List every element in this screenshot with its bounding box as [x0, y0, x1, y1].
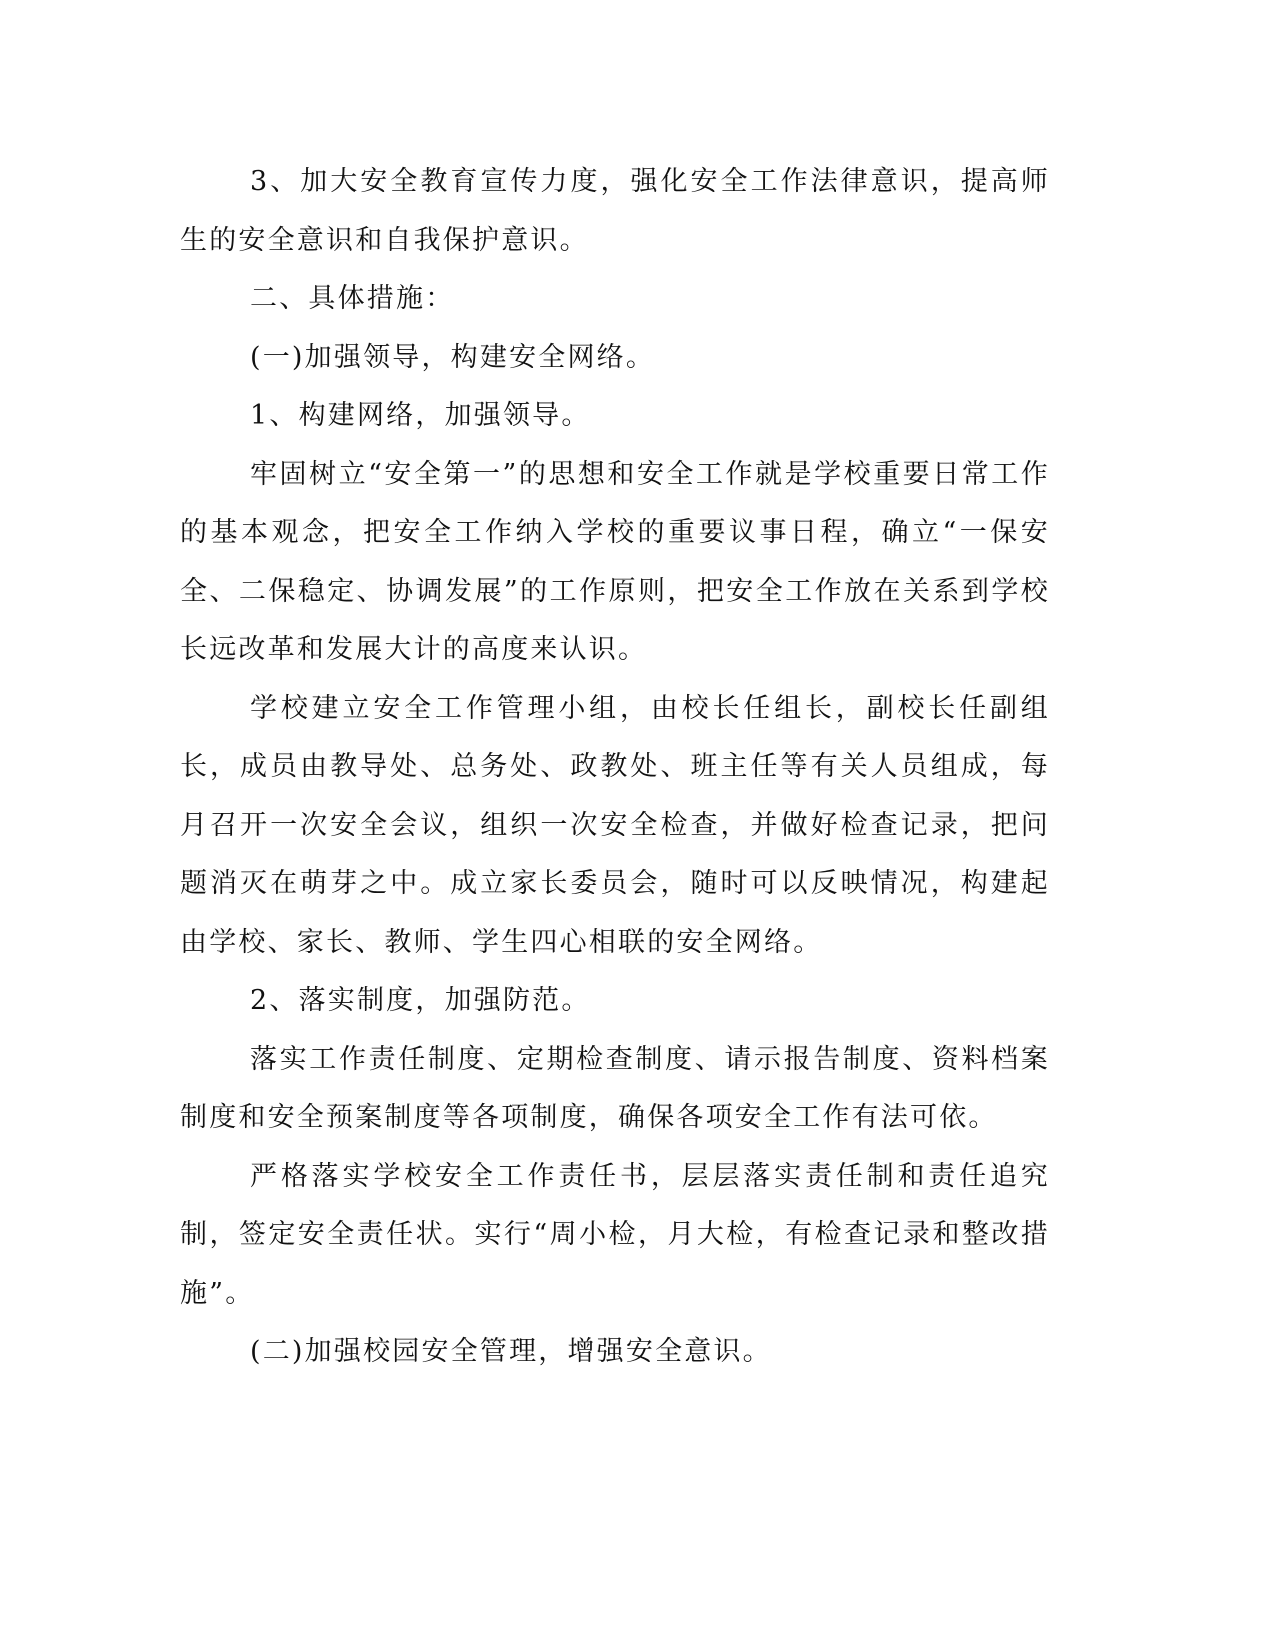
paragraph-safety-first: 牢固树立“安全第一”的思想和安全工作就是学校重要日常工作的基本观念，把安全工作纳入学校的重要议事日程，确立“一保安全、二保稳定、协调发展”的工作原则，把安全工作放在关系到学校长远改革和发展大计的高度来认识。	[180, 458, 1050, 665]
subheading-leadership-network: (一)加强领导，构建安全网络。	[250, 341, 656, 373]
paragraph-management-group: 学校建立安全工作管理小组，由校长任组长，副校长任副组长，成员由教导处、总务处、政教处、班主任等有关人员组成，每月召开一次安全会议，组织一次安全检查，并做好检查记录，把问题消灭在萌芽之中。成立家长委员会，随时可以反映情况，构建起由学校、家长、教师、学生四心相联的安全网络。	[180, 692, 1050, 958]
item-implement-system: 2、落实制度，加强防范。	[250, 985, 591, 1016]
paragraph-education-publicity: 3、加大安全教育宣传力度，强化安全工作法律意识，提高师生的安全意识和自我保护意识。	[180, 166, 1050, 256]
heading-specific-measures: 二、具体措施：	[250, 283, 455, 314]
paragraph-responsibility-letter: 严格落实学校安全工作责任书，层层落实责任制和责任追究制，签定安全责任状。实行“周小检，月大检，有检查记录和整改措施”。	[180, 1160, 1050, 1309]
paragraph-responsibility-systems: 落实工作责任制度、定期检查制度、请示报告制度、资料档案制度和安全预案制度等各项制度，确保各项安全工作有法可依。	[180, 1043, 1050, 1133]
subheading-campus-safety: (二)加强校园安全管理，增强安全意识。	[250, 1336, 772, 1367]
document-body	[180, 153, 1050, 1382]
item-build-network: 1、构建网络，加强领导。	[250, 400, 591, 431]
